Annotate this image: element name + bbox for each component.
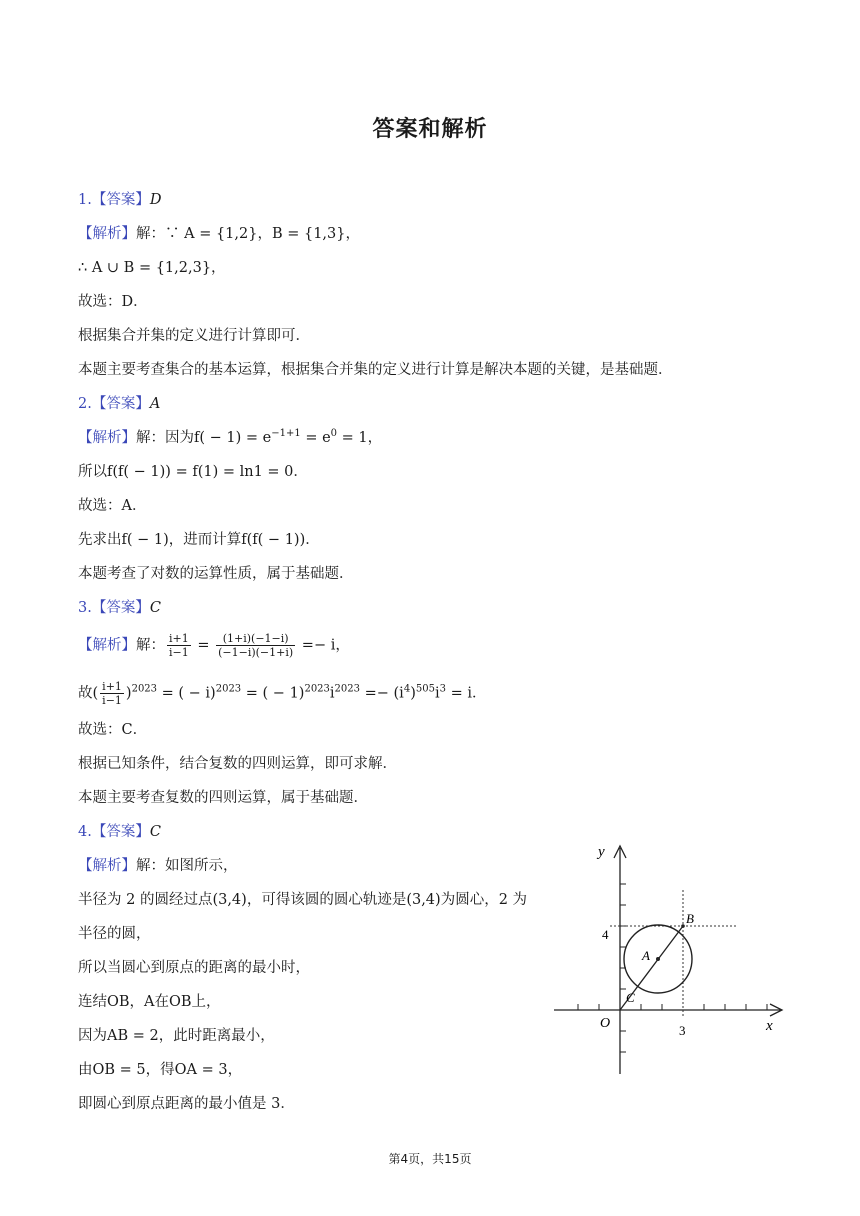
- q4-text-5: 连结OB，A在OB上，: [78, 994, 221, 1010]
- q3-fraction-1-den: i−1: [169, 646, 189, 659]
- point-a-label: A: [642, 948, 650, 963]
- q4-answer-tag: 4.【答案】: [78, 824, 150, 840]
- q3-exp-4: 2023: [334, 683, 360, 695]
- q1-answer: D: [149, 192, 162, 208]
- q3-fraction-3-den: i−1: [102, 694, 122, 707]
- q3-answer-line: [78, 598, 161, 618]
- q4-analysis-tag: 【解析】: [78, 858, 136, 874]
- x-axis-label: x: [766, 1018, 773, 1034]
- q3-text-2c: = ( − i): [157, 685, 216, 702]
- q1-text-5: 本题主要考查集合的基本运算，根据集合并集的定义进行计算是解决本题的关键，是基础题．: [78, 362, 673, 378]
- q3-exp-5: 4: [403, 683, 411, 695]
- q3-exp-2: 2023: [215, 683, 242, 695]
- point-b-dot: [681, 924, 685, 928]
- q2-text-3: 故选：A．: [78, 498, 147, 514]
- q2-text-4: 先求出f( − 1)，进而计算f(f( − 1))．: [78, 532, 320, 548]
- q3-text-2a: 故(: [78, 685, 99, 702]
- q3-fraction-3: [100, 680, 124, 707]
- y-tick-label-4: 4: [602, 927, 609, 942]
- q1-text-2: ∴ A ∪ B = {1,2,3}，: [78, 260, 226, 276]
- q4-answer: C: [149, 824, 161, 840]
- q2-text-5: 本题考查了对数的运算性质，属于基础题．: [78, 566, 354, 582]
- q2-exp-1: −1+1: [271, 428, 301, 439]
- q2-text-1c: = 1，: [337, 430, 383, 446]
- q3-text-5: 本题主要考查复数的四则运算，属于基础题．: [78, 790, 368, 806]
- q4-analysis-line1: [78, 856, 238, 876]
- q3-fraction-2-den: (−1−i)(−1+i): [218, 646, 294, 659]
- q3-exp-1: 2023: [131, 683, 158, 695]
- q2-answer-tag: 2.【答案】: [78, 396, 150, 412]
- q3-fraction-1: [167, 632, 191, 659]
- q3-analysis-line1: [78, 632, 350, 659]
- x-tick-label-3: 3: [679, 1023, 686, 1038]
- q3-text-1a: 解：: [136, 637, 165, 654]
- q3-fraction-2-num: (1+i)(−1−i): [216, 632, 295, 646]
- q3-text-1b: =: [192, 637, 215, 654]
- q3-exp-7: 3: [439, 683, 446, 695]
- q2-text-2: 所以f(f( − 1)) = f(1) = ln1 = 0．: [78, 464, 308, 480]
- q3-analysis-line2: [78, 680, 486, 707]
- q2-analysis-line1: [78, 428, 382, 448]
- q4-text-7: 由OB = 5，得OA = 3，: [78, 1062, 243, 1078]
- q4-text-8: 即圆心到原点距离的最小值是 3．: [78, 1096, 295, 1112]
- page-footer: 第4页，共15页: [388, 1152, 472, 1166]
- q3-fraction-2: [216, 632, 295, 659]
- point-b-label: B: [686, 911, 694, 926]
- q3-exp-6: 505: [415, 683, 435, 695]
- q2-analysis-tag: 【解析】: [78, 430, 136, 446]
- q3-text-2d: = ( − 1): [241, 685, 305, 702]
- q1-analysis-tag: 【解析】: [78, 226, 136, 242]
- q3-text-2g: ): [410, 685, 416, 702]
- q3-answer: C: [149, 600, 161, 616]
- q3-fraction-3-num: i+1: [102, 680, 122, 693]
- q1-text-1: 解：∵ A = {1,2}，B = {1,3}，: [136, 226, 360, 242]
- q3-answer-tag: 3.【答案】: [78, 600, 150, 616]
- q4-text-6: 因为AB = 2，此时距离最小，: [78, 1028, 275, 1044]
- q4-text-3: 半径的圆，: [78, 926, 151, 942]
- q2-text-1b: = e: [300, 430, 331, 446]
- page-title: 答案和解析: [372, 117, 488, 142]
- q1-text-3: 故选：D．: [78, 294, 148, 310]
- x-axis-ticks: [578, 1004, 767, 1010]
- origin-label: O: [600, 1016, 611, 1031]
- q2-exp-2: 0: [330, 428, 338, 439]
- q4-text-4: 所以当圆心到原点的距离的最小时，: [78, 960, 310, 976]
- coordinate-figure: [550, 838, 790, 1083]
- q1-answer-line: [78, 190, 161, 210]
- y-axis-label: y: [598, 844, 605, 860]
- q3-text-2f: =− (i: [360, 685, 404, 702]
- q3-fraction-1-num: i+1: [169, 632, 189, 645]
- q1-analysis-line1: [78, 224, 360, 244]
- q3-text-2b: ): [125, 685, 132, 702]
- point-c-label: C: [626, 990, 635, 1005]
- q3-analysis-tag: 【解析】: [78, 637, 136, 654]
- q4-text-2: 半径为 2 的圆经过点(3,4)，可得该圆的圆心轨迹是(3,4)为圆心，2 为: [78, 892, 528, 908]
- q1-answer-tag: 1.【答案】: [78, 192, 150, 208]
- q3-text-1c: =− i，: [297, 637, 350, 654]
- point-a-dot: [656, 957, 660, 961]
- q2-text-1a: 解：因为f( − 1) = e: [136, 430, 272, 446]
- q3-text-4: 根据已知条件，结合复数的四则运算，即可求解．: [78, 756, 397, 772]
- q3-text-2i: = i．: [445, 685, 487, 702]
- q4-text-1: 解：如图所示，: [136, 858, 238, 874]
- q3-text-2h: i: [434, 685, 440, 702]
- q2-answer-line: [78, 394, 160, 414]
- q3-text-3: 故选：C．: [78, 722, 148, 738]
- q3-text-2e: i: [329, 685, 335, 702]
- q4-answer-line: [78, 822, 161, 842]
- q2-answer: A: [149, 396, 161, 412]
- q1-text-4: 根据集合并集的定义进行计算即可．: [78, 328, 310, 344]
- q3-exp-3: 2023: [304, 683, 330, 695]
